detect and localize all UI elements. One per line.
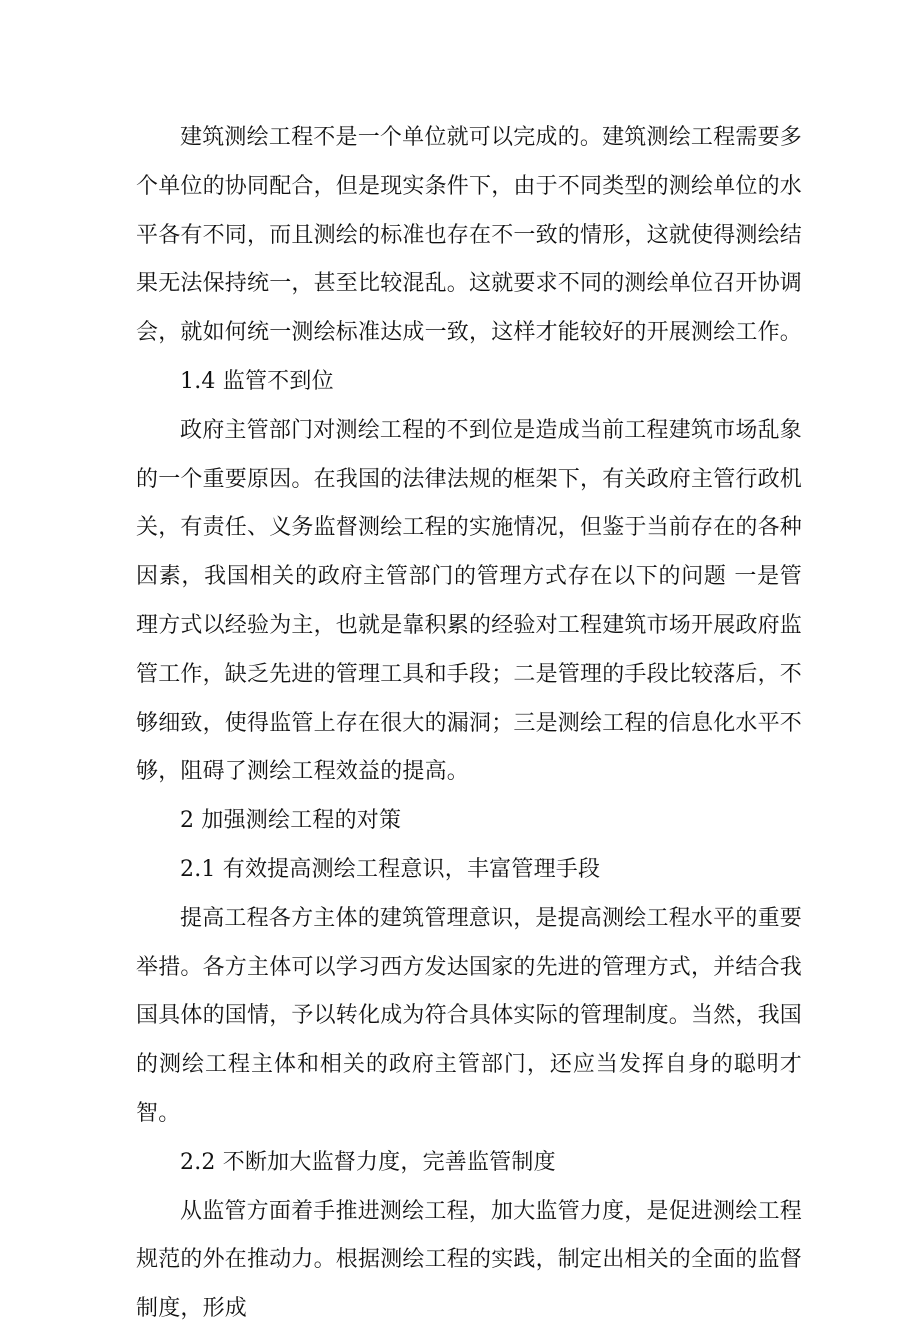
heading-1-4-supervision: 1.4 监管不到位 bbox=[180, 368, 334, 394]
heading-2-countermeasures: 2 加强测绘工程的对策 bbox=[180, 808, 402, 834]
paragraph-supervision-problems: 政府主管部门对测绘工程的不到位是造成当前工程建筑市场乱象的一个重要原因。在我国的法律法规的框架下，有关政府主管行政机关，有责任、义务监督测绘工程的实施情况，但鉴于当前存在的各种因素，我国相关的政府主管部门的管理方式存在以下的问题 一是管理方式以经验为主，也就是靠积累的经验对工程建筑市场开展政府监管工作，缺乏先进的管理工具和手段；二是管理的手段比较落后，不够细致，使得监管上存在很大的漏洞；三是测绘工程的信息化水平不够，阻碍了测绘工程效益的提高。 bbox=[136, 417, 803, 785]
paragraph-oversight: 从监管方面着手推进测绘工程，加大监管力度，是促进测绘工程规范的外在推动力。根据测绘工程的实践，制定出相关的全面的监督制度，形成 bbox=[136, 1198, 803, 1322]
paragraph-management-awareness: 提高工程各方主体的建筑管理意识，是提高测绘工程水平的重要举措。各方主体可以学习西方发达国家的先进的管理方式，并结合我国具体的国情，予以转化成为符合具体实际的管理制度。当然，我国的测绘工程主体和相关的政府主管部门，还应当发挥自身的聪明才智。 bbox=[136, 905, 803, 1126]
heading-2-1-awareness: 2.1 有效提高测绘工程意识，丰富管理手段 bbox=[180, 856, 601, 882]
paragraph-coordination: 建筑测绘工程不是一个单位就可以完成的。建筑测绘工程需要多个单位的协同配合，但是现实条件下，由于不同类型的测绘单位的水平各有不同，而且测绘的标准也存在不一致的情形，这就使得测绘结果无法保持统一，甚至比较混乱。这就要求不同的测绘单位召开协调会，就如何统一测绘标准达成一致，这样才能较好的开展测绘工作。 bbox=[136, 125, 803, 346]
heading-2-2-oversight: 2.2 不断加大监督力度，完善监管制度 bbox=[180, 1149, 556, 1175]
